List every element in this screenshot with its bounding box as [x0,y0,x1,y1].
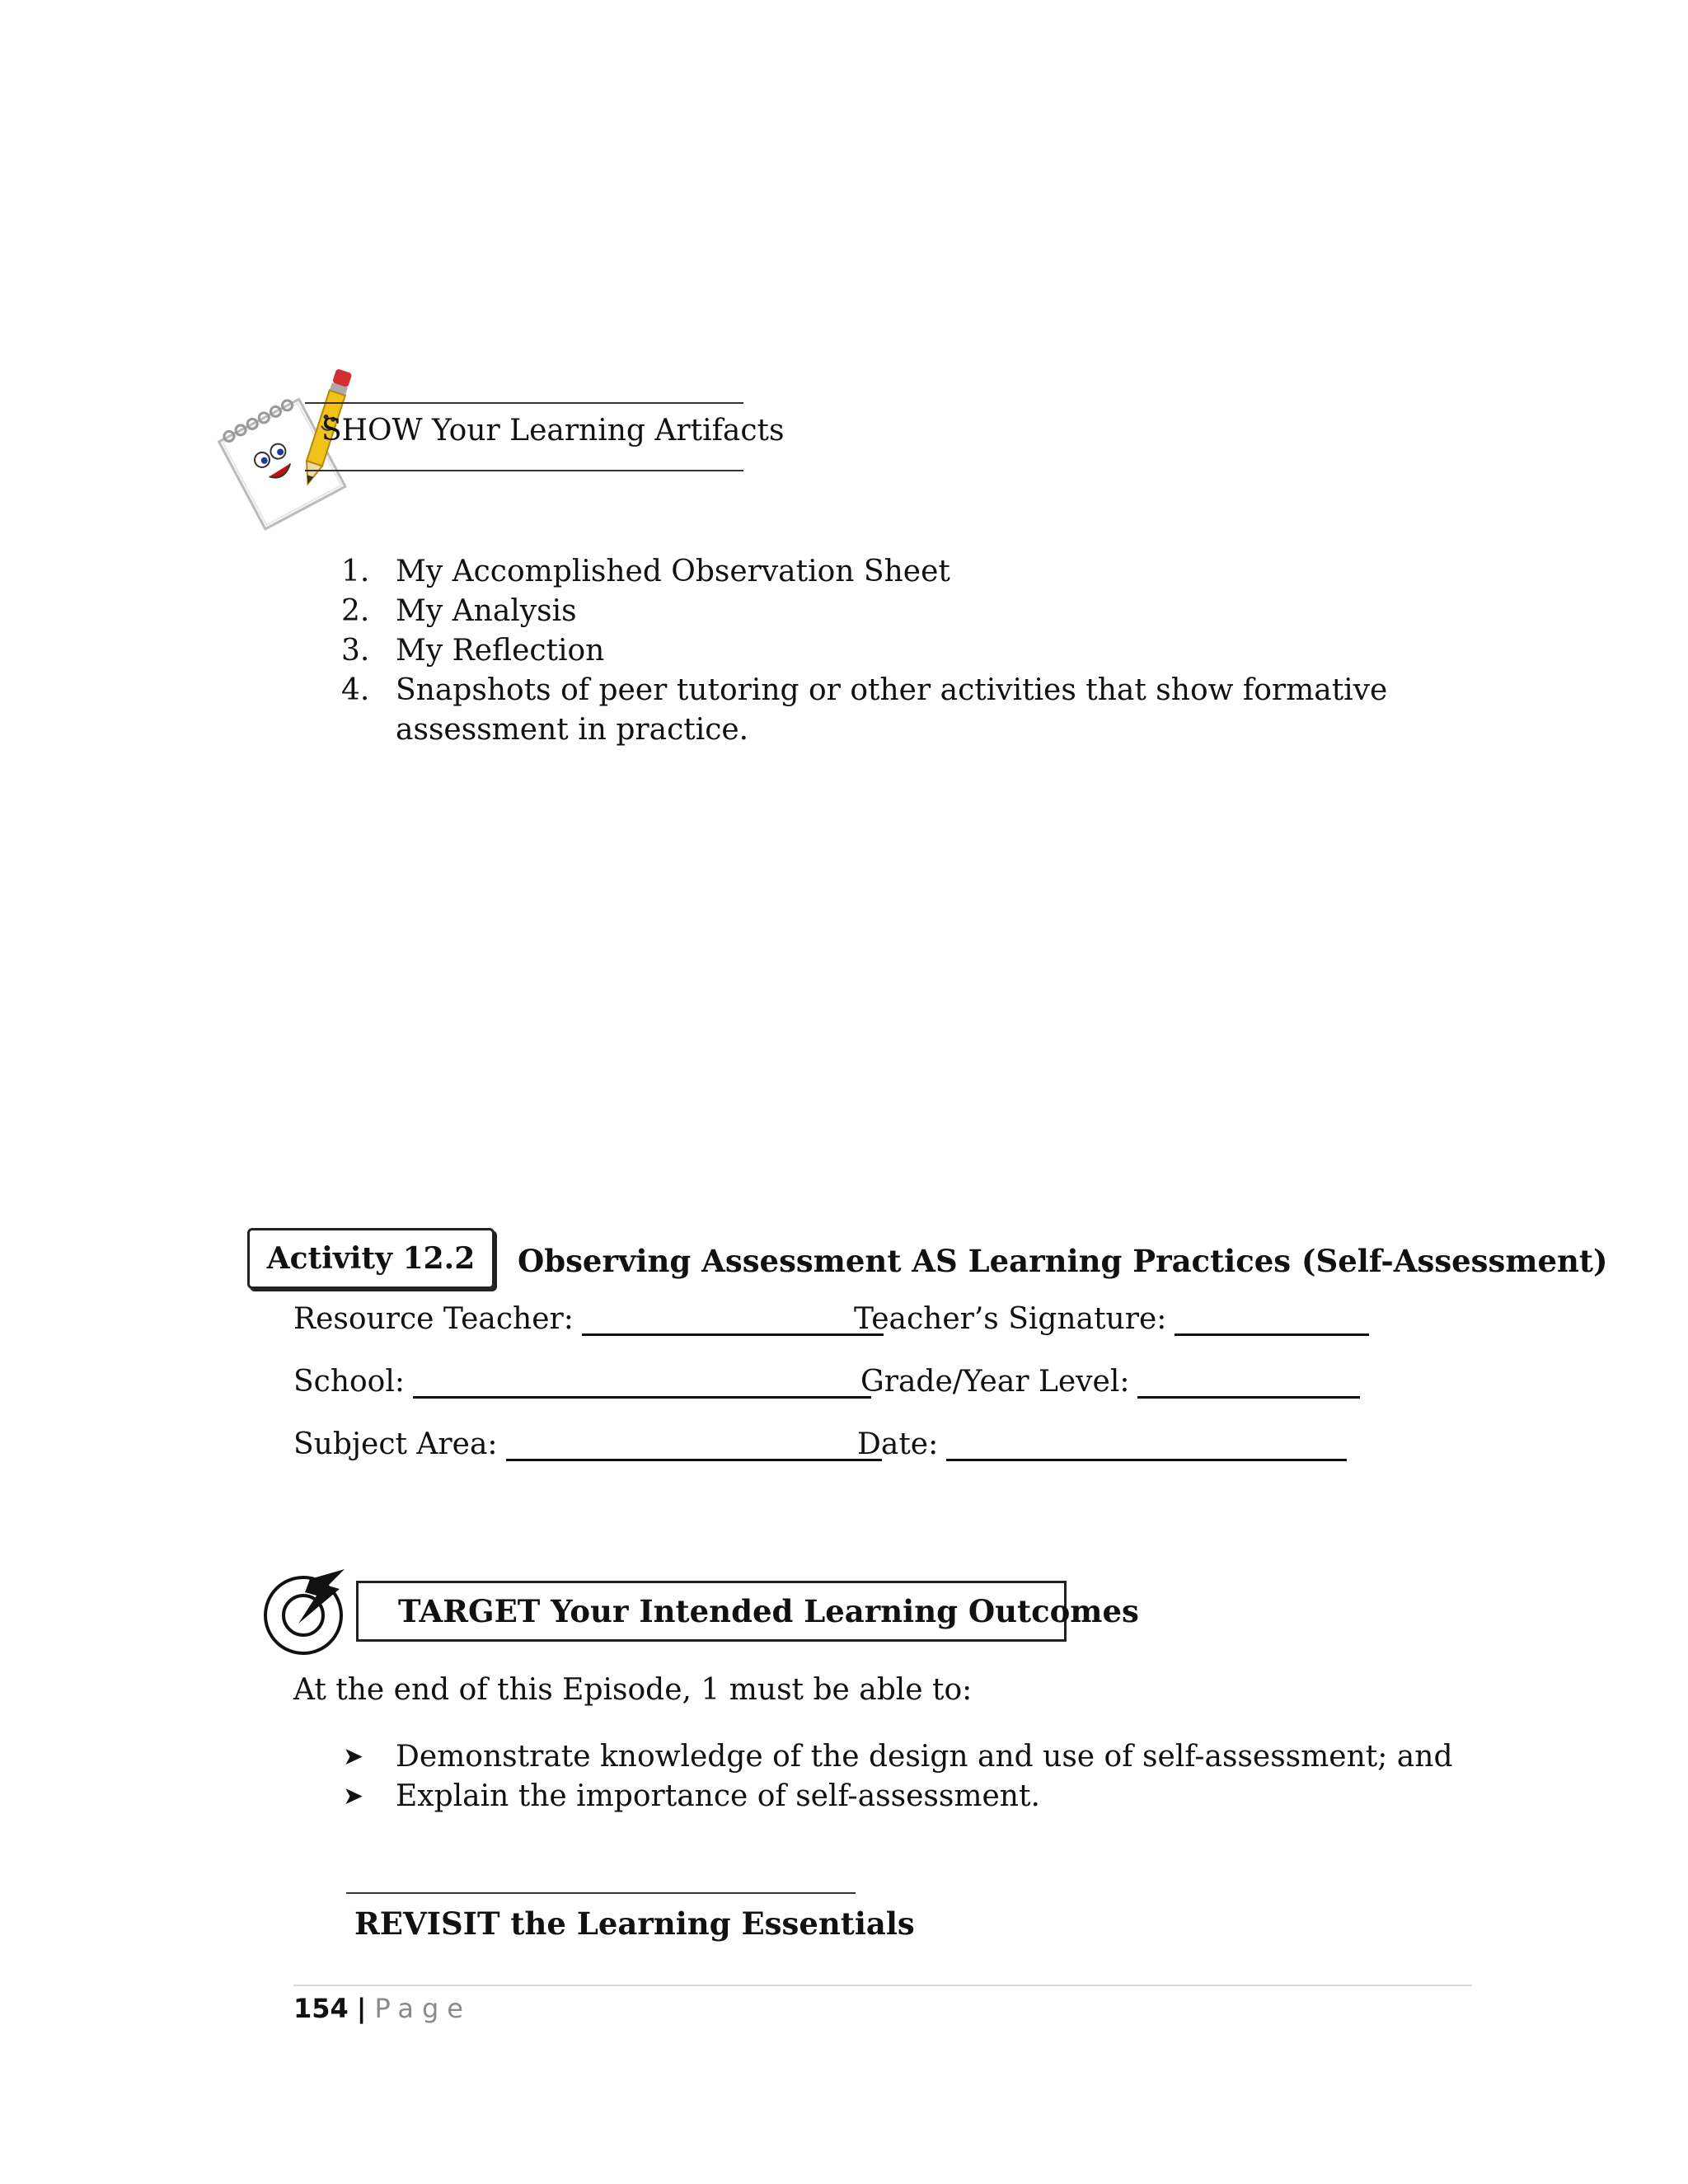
date-field[interactable] [946,1431,1347,1461]
show-section-title: SHOW Your Learning Artifacts [321,414,785,448]
arrow-bullet-icon: ➤ [343,1782,364,1811]
list-item: 4. Snapshots of peer tutoring or other activities that show formative assessment in practice. [341,673,1388,747]
resource-teacher-field[interactable] [582,1305,884,1336]
footer-separator: | [356,1993,367,2024]
arrow-bullet-icon: ➤ [343,1742,364,1771]
page-footer [293,1993,471,2024]
outcomes-intro: At the end of this Episode, 1 must be able to: [293,1673,973,1707]
revisit-section-title: REVISIT the Learning Essentials [354,1905,915,1942]
form-row-teacher-signature [854,1302,1369,1336]
school-field[interactable] [413,1368,871,1399]
subject-area-field[interactable] [506,1431,882,1461]
page-number: 154 [293,1993,349,2024]
footer-rule [293,1985,1472,1986]
form-row-school [293,1365,871,1399]
activity-label-box: Activity 12.2 [247,1228,495,1289]
show-header-top-rule [305,402,743,404]
learning-artifacts-list [338,552,1492,750]
list-item: ➤ Explain the importance of self-assessment. [338,1777,1453,1816]
date-label: Date: [857,1427,939,1461]
resource-teacher-label: Resource Teacher: [293,1302,574,1336]
page-label: Page [374,1993,471,2024]
form-row-subject-area [293,1427,882,1461]
target-bolt-icon [262,1568,353,1658]
list-item: ➤ Demonstrate knowledge of the design and use of self-assessment; and [338,1737,1453,1777]
show-header-bottom-rule [305,470,743,471]
revisit-rule [346,1892,856,1894]
form-row-resource-teacher [293,1302,884,1336]
list-item: 1. My Accomplished Observation Sheet [341,555,950,588]
list-item: 2. My Analysis [341,594,577,628]
school-label: School: [293,1365,405,1399]
form-row-grade-level [860,1365,1360,1399]
grade-level-field[interactable] [1137,1368,1360,1399]
list-item: 3. My Reflection [341,634,605,668]
notepad-pencil-icon [216,363,356,536]
teacher-signature-label: Teacher’s Signature: [854,1302,1167,1336]
learning-outcomes-list [338,1737,1453,1816]
target-section-title: TARGET Your Intended Learning Outcomes [356,1581,1067,1642]
subject-area-label: Subject Area: [293,1427,498,1461]
grade-level-label: Grade/Year Level: [860,1365,1130,1399]
activity-title: Observing Assessment AS Learning Practices (Self-Assessment) [518,1243,1608,1279]
form-row-date [857,1427,1347,1461]
teacher-signature-field[interactable] [1175,1305,1369,1336]
